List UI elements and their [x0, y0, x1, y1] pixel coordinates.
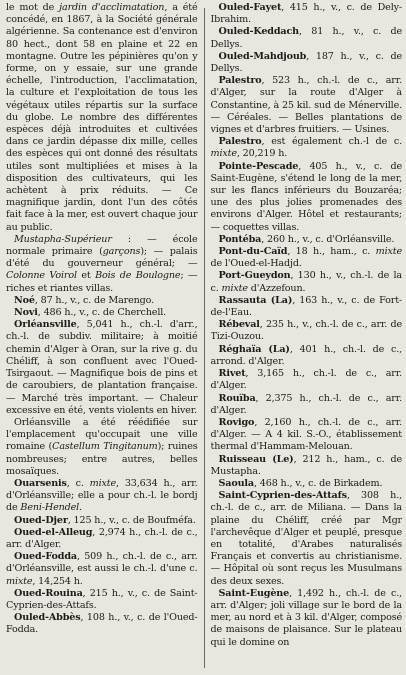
gazetteer-entry [6, 588, 198, 612]
entry-description: , 163 h., v., c. de Fort-de-l'Eau. [210, 294, 402, 319]
entry-description: d'Azzefoun. [247, 282, 306, 294]
entry-description: mixte [89, 477, 117, 489]
gazetteer-entry [211, 319, 403, 343]
entry-description: , 405 h., v., c. de Saint-Eugène, s'étend le long de la mer, sur les flancs inférieurs du Bouzaréa; une des plus jolies promenades des environs d'Alger. Hôtel et restaurants; — coquettes villas. [210, 160, 402, 233]
paragraph-text: garçons [102, 246, 141, 258]
entry-description: , 81 h., v., c. de Dellys. [210, 26, 402, 50]
entry-headword: Saoula [218, 477, 254, 489]
entry-headword: Ouled-Mahdjoub [218, 50, 307, 62]
entry-description: , 87 h., v., c. de Marengo. [34, 294, 155, 306]
entry-description: , 2,974 h., ch.-l. de c., arr. d'Alger. [6, 526, 198, 550]
entry-description: , 3,165 h., ch.-l. de c., arr. d'Alger. [210, 368, 402, 392]
entry-headword: Rassauta (La) [218, 294, 293, 306]
entry-description: , 308 h., ch.-l. de c., arr. de Miliana. — Dans la plaine du Chéliff, créé par Mgr l'archevêque d'Alger et peuplé, presque en totalité, d'Arabes naturalisés Français et convertis au christianisme. — Hôpital où sont reçus les Musulmans des deux sexes. [210, 490, 402, 587]
entry-description: , 468 h., v., c. de Birkadem. [253, 477, 383, 489]
entry-description: mixte [6, 575, 33, 587]
gazetteer-entry [211, 393, 403, 417]
entry-description: , c. [66, 477, 90, 489]
entry-description: , 212 h., ham., c. de Mustapha. [210, 453, 402, 477]
gazetteer-entry [211, 51, 403, 75]
gazetteer-entry [211, 478, 403, 490]
entry-headword: Réghaïa (La) [218, 343, 290, 355]
gazetteer-entry [211, 295, 403, 319]
gazetteer-entry [211, 270, 403, 294]
paragraph-text: ; — riches et riantes villas. [6, 270, 198, 294]
paragraph-text: , a été concédé, en 1867, à la Société générale algérienne. Sa contenance est d'environ 80 hect., dont 58 en plaine et 22 en montagne. Outre les pépinières qu'on y forme, on y essaie, sur une grande échelle, l'introduction, l'acclimatation, la culture et l'exploitation de tous les végétaux utiles répartis sur la surface du globe. Le nombre des différentes espèces déjà introduites et cultivées dans ce jardin dépasse dix mille, celles des espèces qui ont donné des résultats utiles sont multipliées et mises à la disposition des cultivateurs, qui les achètent à prix réduits. — Ce magnifique jardin, dont l'un des côtés fait face à la mer, est ouvert chaque jour au public. [6, 2, 198, 233]
gazetteer-entry [6, 319, 198, 417]
entry-headword: Ouled-Fayet [218, 2, 282, 13]
entry-description: , 125 h., v., c. de Boufméfa. [67, 514, 196, 526]
paragraph-text: : — école normale primaire ( [6, 233, 198, 258]
gazetteer-entry [211, 234, 403, 246]
entry-headword: Noé [14, 294, 35, 306]
column-divider [204, 8, 205, 668]
entry-headword: Orléansville [14, 319, 77, 331]
entry-description: Beni-Hendel [20, 502, 80, 514]
paragraph-text: Mustapha-Supérieur [14, 233, 112, 245]
entry-description: , 1,492 h., ch.-l. de c., arr. d'Alger; joli village sur le bord de la mer, au nord et à 3 kil. d'Alger, composé de maisons de plaisance. Sur le plateau qui le domine on [210, 587, 402, 648]
gazetteer-entry [211, 588, 403, 649]
text-paragraph [6, 417, 198, 478]
text-paragraph [6, 234, 198, 295]
entry-description: , 486 h., v., c. de Cherchell. [37, 307, 167, 319]
gazetteer-entry [6, 612, 198, 636]
entry-description: , 523 h., ch.-l. de c., arr. d'Alger, sur la route d'Alger à Constantine, à 25 kil. sud de Ménerville. — Céréales. — Belles plantations de vignes et d'arbres fruitiers. — Usines. [210, 75, 402, 136]
gazetteer-entry [211, 75, 403, 136]
entry-headword: Palestro [218, 136, 262, 148]
entry-description: , 130 h., v., ch.-l. de la c. [210, 270, 402, 294]
gazetteer-entry [211, 490, 403, 588]
gazetteer-entry [6, 527, 198, 551]
entry-headword: Oued-Djer [14, 514, 68, 526]
gazetteer-entry [6, 551, 198, 588]
entry-description: , 509 h., ch.-l. de c., arr. d'Orléansville, est aussi le ch.-l. d'une c. [6, 551, 198, 575]
entry-description: , 260 h., v., c. d'Orléansville. [261, 233, 395, 245]
gazetteer-entry [211, 246, 403, 270]
entry-description: , 33,634 h., arr. d'Orléansville; elle a pour ch.-l. le bordj de [6, 477, 198, 514]
gazetteer-entry [211, 368, 403, 392]
entry-headword: Saint-Cyprien-des-Attafs [218, 490, 347, 502]
entry-headword: Ruisseau (Le) [218, 453, 294, 465]
entry-description: , 187 h., v., c. de Dellys. [210, 50, 402, 75]
paragraph-text: Castellum Tingitanum [52, 441, 158, 453]
entry-description: , 20,219 h. [236, 148, 288, 160]
entry-headword: Rouïba [218, 392, 256, 404]
gazetteer-entry [211, 26, 403, 50]
paragraph-text: jardin d'acclimatation [59, 2, 165, 13]
entry-headword: Rivet [218, 368, 246, 380]
paragraph-text: ); — palais d'été du gouverneur général; — [6, 246, 198, 270]
entry-headword: Pontéba [218, 233, 262, 245]
paragraph-text: Bois de Boulogne [95, 270, 181, 282]
gazetteer-entry [211, 136, 403, 160]
entry-headword: Pointe-Pescade [218, 160, 299, 172]
entry-description: , 2,160 h., ch.-l. de c., arr. d'Alger. — A 4 kil. S.-O., établissement thermal d'Hammam-Melouan. [210, 416, 402, 453]
gazetteer-entry [6, 478, 198, 515]
entry-headword: Ouled-Abbès [14, 612, 81, 624]
entry-description: , est également ch.-l de c. [261, 136, 402, 148]
entry-description: , 401 h., ch.-l. de c., arrond. d'Alger. [210, 343, 402, 367]
entry-headword: Rébeval [218, 319, 260, 331]
entry-description: , 108 h., v., c. de l'Oued-Fodda. [6, 612, 198, 636]
entry-headword: Ouled-Keddach [218, 26, 300, 38]
entry-description: mixte [221, 282, 248, 294]
entry-description: de l'Oued-el-Hadjd. [210, 258, 302, 270]
gazetteer-entry [211, 344, 403, 368]
right-column [211, 2, 403, 675]
text-paragraph [6, 2, 198, 234]
gazetteer-entry [211, 417, 403, 454]
entry-description: , 235 h., v., ch.-l. de c., arr. de Tizi-Ouzou. [210, 319, 402, 343]
entry-headword: Oued-Rouina [14, 587, 83, 599]
entry-description: , 18 h., ham., c. [287, 246, 376, 258]
entry-headword: Ouarsenis [14, 477, 67, 489]
entry-headword: Port-Gueydon [218, 270, 291, 282]
gazetteer-entry [6, 307, 198, 319]
paragraph-text: Colonne Voirol [6, 270, 77, 282]
paragraph-text: et [76, 270, 96, 282]
entry-headword: Rovigo [218, 416, 255, 428]
entry-description: mixte [210, 148, 237, 160]
entry-headword: Palestro [218, 75, 262, 87]
entry-headword: Novi [14, 307, 38, 319]
gazetteer-entry [211, 2, 403, 26]
entry-description: , 14,254 h. [32, 575, 83, 587]
paragraph-text: ); ruines nombreuses; entre autres, belles mosaïques. [6, 441, 198, 477]
gazetteer-entry [6, 515, 198, 527]
entry-description: , 415 h., v., c. de Dely-Ibrahim. [210, 2, 402, 26]
gazetteer-entry [211, 161, 403, 234]
entry-headword: Saint-Eugène [218, 587, 290, 599]
gazetteer-entry [6, 295, 198, 307]
left-column [6, 2, 198, 675]
entry-headword: Oued-el-Alleug [14, 526, 93, 538]
entry-description: mixte [375, 246, 402, 258]
entry-description: , 5,041 h., ch.-l. d'arr., ch.-l. de subdiv. militaire; à moitié chemin d'Alger à Oran, sur la rive g. du Chéliff, à son confluent avec l'Oued-Tsirgaout. — Magnifique bois de pins et de caroubiers, de plantation française. — Marché très important. — Chaleur excessive en été, vents violents en hiver. [6, 319, 198, 416]
entry-description: . [79, 502, 83, 514]
gazetteer-entry [211, 454, 403, 478]
paragraph-text: Orléansville a été réédifiée sur l'emplacement qu'occupait une ville romaine ( [6, 416, 198, 453]
paragraph-text: le mot de [6, 2, 60, 13]
entry-headword: Oued-Fodda [14, 551, 77, 563]
entry-headword: Pont-du-Caïd [218, 246, 288, 258]
entry-description: , 215 h., v., c. de Saint-Cyprien-des-Attafs. [6, 587, 198, 611]
entry-description: , 2,375 h., ch.-l. de c., arr. d'Alger. [210, 392, 402, 416]
